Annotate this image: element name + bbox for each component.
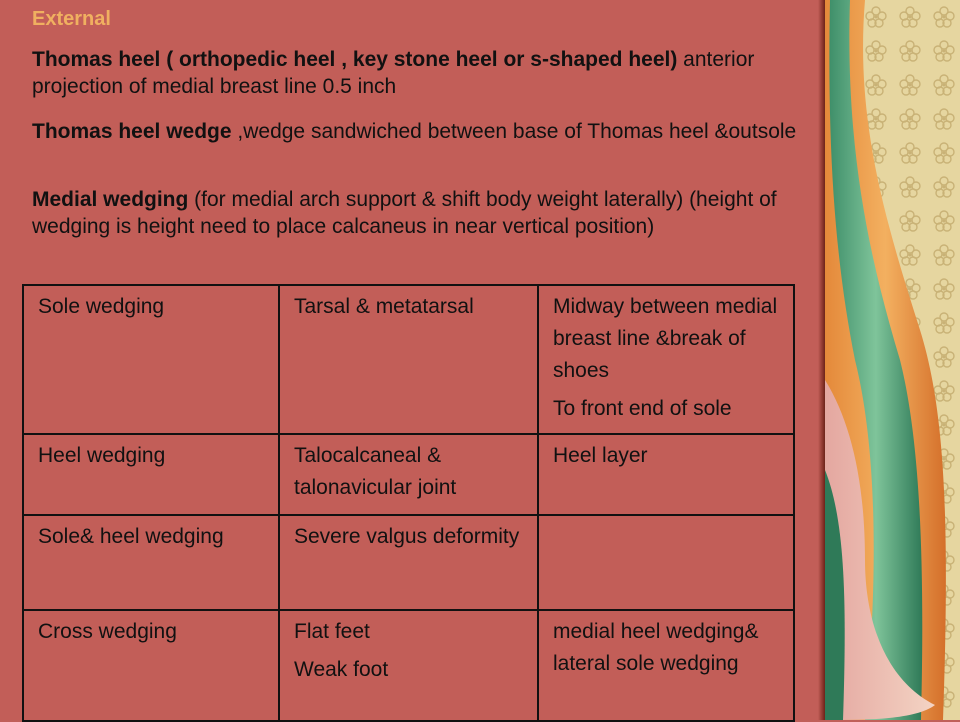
wedging-table	[22, 284, 795, 722]
table-cell-location	[538, 285, 794, 434]
cell-text: Sole wedging	[38, 295, 165, 318]
paragraph-term: Thomas heel wedge	[32, 120, 232, 143]
decorative-leaf-artwork	[825, 0, 960, 720]
table-row	[23, 434, 794, 515]
table-cell-type	[23, 285, 279, 434]
cell-text: Severe valgus deformity	[294, 525, 520, 548]
cell-text: Sole& heel wedging	[38, 525, 224, 548]
table-cell-type	[23, 434, 279, 515]
table-cell-type	[23, 610, 279, 721]
cell-text: Tarsal & metatarsal	[294, 295, 474, 318]
cell-text: Talocalcaneal & talonavicular joint	[294, 444, 457, 499]
cell-text: To front end of sole	[553, 397, 732, 420]
table-cell-location	[538, 515, 794, 610]
table-cell-type	[23, 515, 279, 610]
cell-text: Flat feet	[294, 620, 370, 643]
table-row	[23, 515, 794, 610]
table-cell-location	[538, 610, 794, 721]
table-cell-site	[279, 434, 538, 515]
table-cell-location	[538, 434, 794, 515]
cell-text: Cross wedging	[38, 620, 177, 643]
paragraph-thomas-heel	[32, 46, 802, 100]
section-heading: External	[32, 8, 111, 30]
paragraph-text: ,wedge sandwiched between base of Thomas heel &outsole	[231, 120, 797, 143]
paragraph-medial-wedging	[32, 186, 802, 240]
table-row	[23, 285, 794, 434]
paragraph-term: Medial wedging	[32, 188, 189, 211]
paragraph-thomas-heel-wedge	[32, 118, 802, 145]
paragraph-term: Thomas heel ( orthopedic heel , key stone heel or s-shaped heel)	[32, 48, 678, 71]
table-cell-site	[279, 610, 538, 721]
cell-text: medial heel wedging& lateral sole wedging	[553, 620, 759, 675]
paragraph-text: (for medial arch support & shift body weight laterally) (height of wedging is height need to place calcaneus in near vertical position)	[32, 188, 777, 238]
paragraph-text: anterior projection of medial breast line 0.5 inch	[32, 48, 755, 98]
cell-text: Heel wedging	[38, 444, 166, 467]
cell-text: Heel layer	[553, 444, 648, 467]
cell-text: Midway between medial breast line &break of shoes	[553, 295, 778, 382]
table-cell-site	[279, 515, 538, 610]
table-row	[23, 610, 794, 721]
cell-text: Weak foot	[294, 658, 389, 681]
table-cell-site	[279, 285, 538, 434]
